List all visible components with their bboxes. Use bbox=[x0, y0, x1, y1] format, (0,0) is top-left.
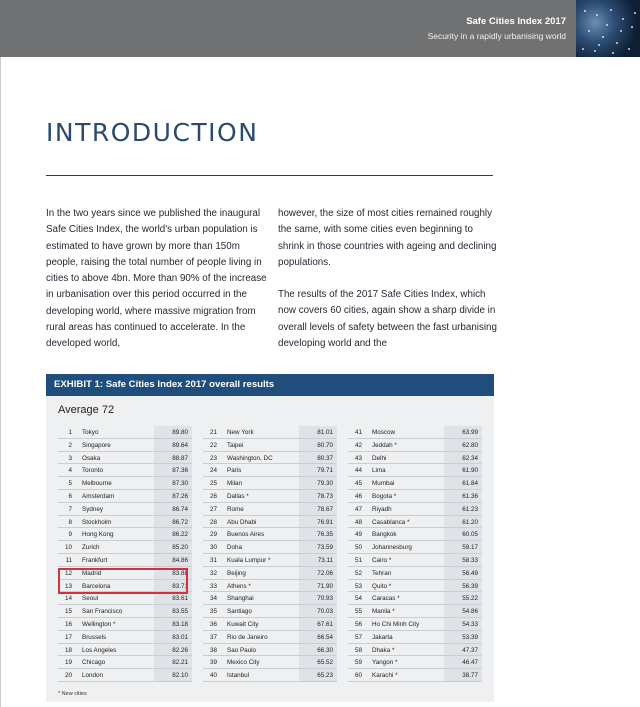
score-cell: 61.23 bbox=[462, 505, 478, 513]
rank-cell: 55 bbox=[354, 608, 362, 616]
table-row bbox=[348, 554, 482, 567]
rank-cell: 30 bbox=[209, 544, 217, 552]
city-cell: Washington, DC bbox=[227, 454, 273, 462]
city-cell: Dallas * bbox=[227, 492, 249, 500]
page-title: INTRODUCTION bbox=[46, 118, 259, 147]
rank-cell: 52 bbox=[354, 569, 362, 577]
city-cell: Kuala Lumpur * bbox=[227, 556, 271, 564]
table-row bbox=[58, 554, 192, 567]
title-divider bbox=[46, 175, 493, 176]
city-cell: Barcelona bbox=[82, 582, 111, 590]
table-row bbox=[203, 439, 337, 452]
score-cell: 80.70 bbox=[317, 441, 333, 449]
rank-cell: 35 bbox=[209, 608, 217, 616]
rank-cell: 19 bbox=[64, 659, 72, 667]
city-cell: Beijing bbox=[227, 569, 246, 577]
score-cell: 84.86 bbox=[172, 556, 188, 564]
table-row bbox=[348, 567, 482, 580]
table-row bbox=[203, 644, 337, 657]
city-cell: Dhaka * bbox=[372, 646, 395, 654]
city-cell: New York bbox=[227, 429, 254, 436]
score-cell: 87.36 bbox=[172, 467, 188, 475]
table-row bbox=[58, 490, 192, 503]
score-cell: 62.80 bbox=[462, 441, 478, 449]
score-cell: 83.18 bbox=[172, 620, 188, 628]
city-cell: Stockholm bbox=[82, 518, 112, 526]
score-cell: 54.86 bbox=[462, 608, 478, 616]
score-cell: 61.20 bbox=[462, 518, 478, 526]
city-cell: Riyadh bbox=[372, 505, 392, 513]
score-cell: 66.30 bbox=[317, 646, 333, 654]
table-row bbox=[58, 618, 192, 631]
city-cell: Jeddah * bbox=[372, 441, 397, 449]
score-cell: 72.06 bbox=[317, 569, 333, 577]
city-cell: Shanghai bbox=[227, 595, 254, 603]
city-cell: Mumbai bbox=[372, 480, 395, 488]
table-row bbox=[58, 644, 192, 657]
rank-cell: 17 bbox=[64, 633, 72, 641]
city-cell: Ho Chi Minh City bbox=[372, 620, 420, 628]
score-cell: 76.35 bbox=[317, 531, 333, 539]
city-cell: Manila * bbox=[372, 608, 395, 616]
table-row bbox=[203, 516, 337, 529]
city-cell: Frankfurt bbox=[82, 556, 108, 564]
score-cell: 73.59 bbox=[317, 544, 333, 552]
rank-cell: 44 bbox=[354, 467, 362, 475]
city-cell: Paris bbox=[227, 467, 242, 475]
city-light bbox=[634, 12, 636, 14]
rank-cell: 46 bbox=[354, 492, 362, 500]
city-cell: Osaka bbox=[82, 454, 101, 462]
city-light bbox=[596, 14, 598, 16]
city-cell: Istanbul bbox=[227, 672, 250, 680]
city-light bbox=[594, 50, 596, 52]
table-row bbox=[58, 592, 192, 605]
table-row bbox=[348, 644, 482, 657]
highlight-box bbox=[58, 568, 188, 594]
table-row bbox=[348, 669, 482, 682]
table-row bbox=[58, 464, 192, 477]
score-cell: 59.17 bbox=[462, 544, 478, 552]
rank-cell: 51 bbox=[354, 556, 362, 564]
rank-cell: 49 bbox=[354, 531, 362, 539]
body-column-right bbox=[278, 206, 500, 368]
score-cell: 83.01 bbox=[172, 633, 188, 641]
score-cell: 87.30 bbox=[172, 480, 188, 488]
rank-cell: 18 bbox=[64, 646, 72, 654]
city-cell: Amsterdam bbox=[82, 492, 115, 500]
score-cell: 56.39 bbox=[462, 582, 478, 590]
rank-cell: 39 bbox=[209, 659, 217, 667]
table-row bbox=[203, 605, 337, 618]
city-light bbox=[612, 52, 614, 54]
city-cell: San Francisco bbox=[82, 608, 123, 616]
rank-cell: 1 bbox=[68, 429, 72, 436]
table-row bbox=[58, 426, 192, 439]
rank-cell: 43 bbox=[354, 454, 362, 462]
rank-cell: 13 bbox=[64, 582, 72, 590]
table-row bbox=[348, 656, 482, 669]
city-cell: Singapore bbox=[82, 441, 111, 449]
table-row bbox=[203, 477, 337, 490]
city-cell: Delhi bbox=[372, 454, 387, 462]
table-row bbox=[58, 631, 192, 644]
score-cell: 46.47 bbox=[462, 659, 478, 667]
city-light bbox=[622, 18, 624, 20]
city-cell: Athens * bbox=[227, 582, 251, 590]
table-row bbox=[203, 541, 337, 554]
rank-cell: 24 bbox=[209, 467, 217, 475]
score-cell: 80.37 bbox=[317, 454, 333, 462]
city-cell: Cairo * bbox=[372, 556, 392, 564]
table-row bbox=[348, 439, 482, 452]
score-cell: 79.71 bbox=[317, 467, 333, 475]
city-cell: Wellington * bbox=[82, 620, 116, 628]
table-row bbox=[348, 580, 482, 593]
rank-cell: 28 bbox=[209, 518, 217, 526]
table-row bbox=[58, 656, 192, 669]
city-cell: Doha bbox=[227, 544, 243, 552]
rank-cell: 29 bbox=[209, 531, 217, 539]
city-cell: Chicago bbox=[82, 659, 106, 667]
score-cell: 89.64 bbox=[172, 441, 188, 449]
score-cell: 56.49 bbox=[462, 569, 478, 577]
rank-cell: 3 bbox=[68, 454, 72, 462]
score-cell: 88.87 bbox=[172, 454, 188, 462]
body-paragraph: however, the size of most cities remained roughly the same, with some cities even beginning to shrink in those countries with ageing and declining populations. bbox=[278, 208, 497, 268]
score-cell: 61.84 bbox=[462, 480, 478, 488]
city-light bbox=[584, 10, 586, 12]
rank-cell: 14 bbox=[64, 595, 72, 603]
table-row bbox=[203, 503, 337, 516]
city-cell: Caracas * bbox=[372, 595, 400, 603]
table-row bbox=[58, 541, 192, 554]
rank-cell: 2 bbox=[68, 441, 72, 449]
city-cell: Zurich bbox=[82, 544, 100, 552]
body-paragraph: In the two years since we published the inaugural Safe Cities Index, the world's urban population is estimated to have grown by more than 150m people, raising the total number of people living in cities to above 4bn. More than 90% of the increase in urbanisation over this period occurred in the developing world, where massive migration from rural areas has continued to accelerate. In the developed world, bbox=[46, 208, 267, 350]
rank-cell: 57 bbox=[354, 633, 362, 641]
rank-cell: 15 bbox=[64, 608, 72, 616]
city-cell: Hong Kong bbox=[82, 531, 114, 539]
score-cell: 62.34 bbox=[462, 454, 478, 462]
score-cell: 65.23 bbox=[317, 672, 333, 680]
exhibit-title: EXHIBIT 1: Safe Cities Index 2017 overall results bbox=[46, 374, 494, 396]
table-row bbox=[348, 452, 482, 465]
score-cell: 67.61 bbox=[317, 620, 333, 628]
score-cell: 55.22 bbox=[462, 595, 478, 603]
score-cell: 78.73 bbox=[317, 492, 333, 500]
header-title: Safe Cities Index 2017 bbox=[466, 16, 566, 27]
rank-cell: 34 bbox=[209, 595, 217, 603]
page-edge bbox=[0, 57, 1, 707]
score-cell: 47.37 bbox=[462, 646, 478, 654]
city-cell: Taipei bbox=[227, 441, 244, 449]
table-column bbox=[203, 426, 337, 682]
city-light bbox=[582, 48, 584, 50]
city-cell: Sydney bbox=[82, 505, 104, 513]
city-light bbox=[588, 30, 590, 32]
city-light bbox=[610, 9, 612, 11]
score-cell: 70.93 bbox=[317, 595, 333, 603]
city-light bbox=[602, 36, 604, 38]
score-cell: 63.99 bbox=[462, 429, 478, 436]
city-cell: Quito * bbox=[372, 582, 392, 590]
city-cell: Buenos Aires bbox=[227, 531, 265, 539]
city-cell: Rome bbox=[227, 505, 244, 513]
rank-cell: 31 bbox=[209, 556, 217, 564]
score-cell: 83.71 bbox=[172, 582, 188, 590]
rank-cell: 50 bbox=[354, 544, 362, 552]
score-cell: 73.11 bbox=[317, 556, 333, 564]
rank-cell: 47 bbox=[354, 505, 362, 513]
city-cell: Lima bbox=[372, 467, 386, 475]
score-cell: 89.80 bbox=[172, 429, 188, 436]
rank-cell: 22 bbox=[209, 441, 217, 449]
score-cell: 61.36 bbox=[462, 492, 478, 500]
score-cell: 86.74 bbox=[172, 505, 188, 513]
rank-cell: 7 bbox=[68, 505, 72, 513]
city-cell: Jakarta bbox=[372, 633, 393, 641]
city-light bbox=[598, 44, 600, 46]
rank-cell: 58 bbox=[354, 646, 362, 654]
city-cell: London bbox=[82, 672, 104, 680]
rank-cell: 41 bbox=[354, 429, 362, 436]
rank-cell: 32 bbox=[209, 569, 217, 577]
city-cell: Bogota * bbox=[372, 492, 397, 500]
rank-cell: 42 bbox=[354, 441, 362, 449]
table-row bbox=[348, 464, 482, 477]
city-night-thumbnail bbox=[576, 0, 640, 57]
exhibit-panel bbox=[46, 374, 494, 702]
city-cell: Yangon * bbox=[372, 659, 398, 667]
score-cell: 87.26 bbox=[172, 492, 188, 500]
city-cell: Bangkok bbox=[372, 531, 397, 539]
rank-cell: 12 bbox=[64, 569, 72, 577]
score-cell: 60.05 bbox=[462, 531, 478, 539]
rank-cell: 40 bbox=[209, 672, 217, 680]
city-light bbox=[606, 24, 608, 26]
table-row bbox=[58, 477, 192, 490]
rank-cell: 23 bbox=[209, 454, 217, 462]
rank-cell: 36 bbox=[209, 620, 217, 628]
score-cell: 71.90 bbox=[317, 582, 333, 590]
rank-cell: 45 bbox=[354, 480, 362, 488]
city-cell: Casablanca * bbox=[372, 518, 410, 526]
score-cell: 83.55 bbox=[172, 608, 188, 616]
table-row bbox=[58, 669, 192, 682]
score-cell: 70.03 bbox=[317, 608, 333, 616]
table-row bbox=[58, 439, 192, 452]
city-cell: Johannesburg bbox=[372, 544, 412, 552]
table-row bbox=[348, 516, 482, 529]
score-cell: 38.77 bbox=[462, 672, 478, 680]
table-row bbox=[348, 503, 482, 516]
score-cell: 78.67 bbox=[317, 505, 333, 513]
footnote: * New cities bbox=[58, 691, 87, 697]
table-row bbox=[203, 669, 337, 682]
city-cell: Moscow bbox=[372, 429, 396, 436]
score-cell: 53.39 bbox=[462, 633, 478, 641]
score-cell: 65.52 bbox=[317, 659, 333, 667]
rank-cell: 33 bbox=[209, 582, 217, 590]
rank-cell: 48 bbox=[354, 518, 362, 526]
city-cell: Abu Dhabi bbox=[227, 518, 257, 526]
rank-cell: 37 bbox=[209, 633, 217, 641]
table-row bbox=[58, 605, 192, 618]
rank-cell: 4 bbox=[68, 467, 72, 475]
table-column bbox=[348, 426, 482, 682]
rank-cell: 60 bbox=[354, 672, 362, 680]
table-column bbox=[58, 426, 192, 682]
table-row bbox=[203, 580, 337, 593]
table-row bbox=[348, 528, 482, 541]
table-row bbox=[203, 528, 337, 541]
score-cell: 76.91 bbox=[317, 518, 333, 526]
rank-cell: 5 bbox=[68, 480, 72, 488]
table-row bbox=[203, 567, 337, 580]
table-row bbox=[203, 452, 337, 465]
city-cell: Brussels bbox=[82, 633, 107, 641]
rank-cell: 16 bbox=[64, 620, 72, 628]
body-paragraph: The results of the 2017 Safe Cities Index, which now covers 60 cities, again show a sharp divide in overall levels of safety between the fast urbanising developing world and the bbox=[278, 289, 497, 350]
table-row bbox=[203, 554, 337, 567]
body-column-left bbox=[46, 206, 268, 369]
score-cell: 82.10 bbox=[172, 672, 188, 680]
city-cell: Tokyo bbox=[82, 429, 99, 436]
rank-cell: 9 bbox=[68, 531, 72, 539]
score-cell: 61.90 bbox=[462, 467, 478, 475]
city-cell: Kuwait City bbox=[227, 620, 259, 628]
city-cell: Milan bbox=[227, 480, 243, 488]
rank-cell: 26 bbox=[209, 492, 217, 500]
table-row bbox=[348, 618, 482, 631]
rank-cell: 56 bbox=[354, 620, 362, 628]
city-light bbox=[631, 26, 633, 28]
header-subtitle: Security in a rapidly urbanising world bbox=[427, 31, 566, 41]
city-cell: Tehran bbox=[372, 569, 392, 577]
city-cell: Seoul bbox=[82, 595, 99, 603]
table-row bbox=[203, 464, 337, 477]
table-row bbox=[203, 490, 337, 503]
score-cell: 85.20 bbox=[172, 544, 188, 552]
rank-cell: 21 bbox=[209, 429, 217, 436]
score-cell: 79.30 bbox=[317, 480, 333, 488]
table-row bbox=[58, 452, 192, 465]
score-cell: 58.33 bbox=[462, 556, 478, 564]
rank-cell: 54 bbox=[354, 595, 362, 603]
rank-cell: 53 bbox=[354, 582, 362, 590]
average-label: Average 72 bbox=[58, 404, 115, 416]
rank-cell: 27 bbox=[209, 505, 217, 513]
city-cell: Melbourne bbox=[82, 480, 112, 488]
city-cell: Los Angeles bbox=[82, 646, 117, 654]
table-row bbox=[348, 631, 482, 644]
table-row bbox=[348, 592, 482, 605]
rank-cell: 8 bbox=[68, 518, 72, 526]
table-row bbox=[348, 605, 482, 618]
table-row bbox=[348, 426, 482, 439]
table-row bbox=[203, 656, 337, 669]
score-cell: 83.61 bbox=[172, 595, 188, 603]
rank-cell: 25 bbox=[209, 480, 217, 488]
city-cell: Karachi * bbox=[372, 672, 398, 680]
city-cell: Rio de Janeiro bbox=[227, 633, 268, 641]
results-table bbox=[58, 426, 482, 686]
score-cell: 82.26 bbox=[172, 646, 188, 654]
table-row bbox=[58, 516, 192, 529]
city-cell: Santiago bbox=[227, 608, 252, 616]
score-cell: 66.54 bbox=[317, 633, 333, 641]
city-cell: Mexico City bbox=[227, 659, 260, 667]
table-row bbox=[203, 592, 337, 605]
score-cell: 86.22 bbox=[172, 531, 188, 539]
header-bar bbox=[0, 0, 640, 57]
rank-cell: 11 bbox=[65, 556, 72, 564]
table-row bbox=[348, 477, 482, 490]
rank-cell: 59 bbox=[354, 659, 362, 667]
table-row bbox=[203, 618, 337, 631]
city-light bbox=[620, 30, 622, 32]
city-light bbox=[616, 42, 618, 44]
score-cell: 54.33 bbox=[462, 620, 478, 628]
score-cell: 82.21 bbox=[172, 659, 188, 667]
table-row bbox=[348, 490, 482, 503]
city-cell: Madrid bbox=[82, 569, 102, 577]
score-cell: 86.72 bbox=[172, 518, 188, 526]
table-row bbox=[203, 426, 337, 439]
rank-cell: 38 bbox=[209, 646, 217, 654]
score-cell: 83.88 bbox=[172, 569, 188, 577]
score-cell: 81.01 bbox=[317, 429, 333, 436]
rank-cell: 20 bbox=[64, 672, 72, 680]
city-light bbox=[628, 48, 630, 50]
table-row bbox=[58, 528, 192, 541]
rank-cell: 10 bbox=[64, 544, 72, 552]
table-row bbox=[203, 631, 337, 644]
table-row bbox=[58, 503, 192, 516]
rank-cell: 6 bbox=[68, 492, 72, 500]
city-cell: Sao Paulo bbox=[227, 646, 257, 654]
city-cell: Toronto bbox=[82, 467, 104, 475]
table-row bbox=[348, 541, 482, 554]
